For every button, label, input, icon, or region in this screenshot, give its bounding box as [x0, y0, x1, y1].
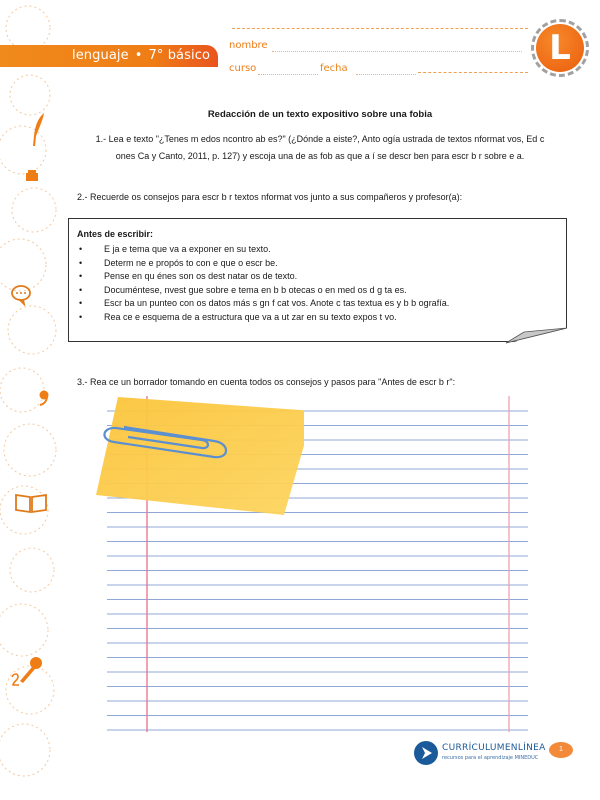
course-label: curso	[229, 63, 257, 74]
microphone-icon	[10, 655, 44, 689]
tip-item: • Escr ba un punteo con os datos más s gn f cat vos. Anote c tas textua es y b b ografía.	[79, 298, 450, 308]
document-title: Redacción de un texto expositivo sobre una fobia	[207, 109, 433, 120]
page-number-badge: 1	[549, 742, 573, 758]
tips-list	[69, 243, 449, 324]
instruction-2: 2.- Recuerde os consejos para escr b r textos nformat vos junto a sus compañeros y profesor(a):	[77, 192, 463, 202]
brand-name: CURRÍCULUMENLÍNEA	[442, 743, 546, 753]
page-curl-icon	[500, 326, 570, 346]
date-field[interactable]	[356, 74, 416, 75]
speech-bubble-icon	[10, 284, 32, 306]
student-info-fields	[218, 28, 528, 82]
instruction-3: 3.- Rea ce un borrador tomando en cuenta todos os consejos y pasos para "Antes de escr b r":	[77, 377, 456, 387]
grade-label: 7° básico	[148, 48, 211, 63]
curriculum-logo	[414, 740, 554, 766]
subject-banner	[0, 45, 218, 67]
play-logo-icon	[414, 741, 438, 765]
tip-item: • Documéntese, nvest gue sobre e tema en b b otecas o en med os d g ta es.	[79, 284, 407, 295]
tip-item: • E ja e tema que va a exponer en su texto.	[79, 244, 271, 254]
name-field[interactable]	[272, 51, 522, 52]
date-label: fecha	[320, 63, 348, 74]
tips-title: Antes de escribir:	[77, 229, 154, 239]
name-label: nombre	[229, 40, 268, 51]
separator: •	[134, 48, 143, 63]
course-field[interactable]	[258, 74, 318, 75]
open-book-icon	[14, 492, 48, 514]
tips-box	[68, 218, 567, 342]
tip-item: • Determ ne e propós to con e que o escr be.	[79, 257, 278, 268]
tip-item: • Pense en qu énes son os dest natar os de texto.	[79, 271, 298, 281]
sticky-note	[94, 397, 304, 515]
inkpot-icon	[24, 168, 40, 182]
top-dashed-border	[232, 28, 528, 29]
lenguaje-logo: L	[536, 24, 584, 72]
comma-icon	[38, 390, 50, 406]
bottom-dashed-border	[418, 72, 528, 73]
instruction-1: 1.- Lea e texto "¿Tenes m edos ncontro ab es?" (¿Dónde a eiste?, Anto ogía ustrada de textos nformat vos, Ed c ones Ca y Canto, 2011, p. 127) y escoja una de as fob as que a í se descr ben para escr b r sobre e a.	[95, 134, 545, 161]
tip-item: • Rea ce e esquema de a estructura que va a ut zar en su texto expos t vo.	[79, 311, 397, 322]
brand-tagline: recursos para el aprendizaje MINEDUC	[442, 755, 539, 761]
subject-label: lenguaje	[72, 48, 129, 63]
